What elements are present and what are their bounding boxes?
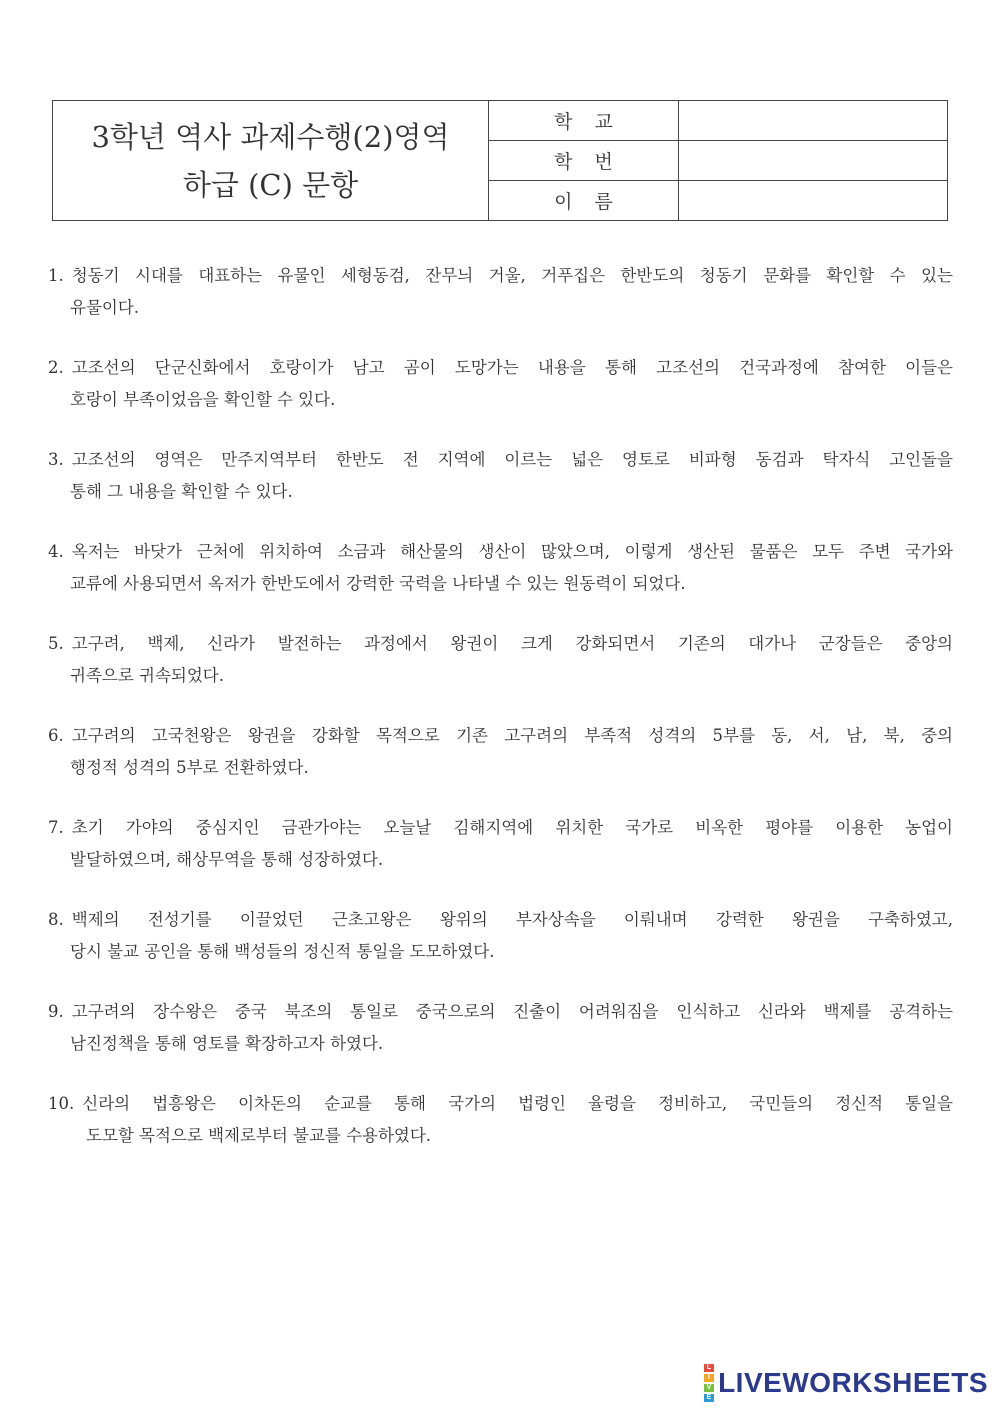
question-text-continued: 교류에 사용되면서 옥저가 한반도에서 강력한 국력을 나타낼 수 있는 원동력이 되었다. — [70, 574, 686, 593]
question-text-continued: 발달하였으며, 해상무역을 통해 성장하였다. — [70, 850, 384, 869]
question-text: 고조선의 단군신화에서 호랑이가 남고 곰이 도망가는 내용을 통해 고조선의 건국과정에 참여한 이들은 — [71, 358, 953, 377]
question-item — [48, 1088, 953, 1152]
question-text-continued: 도모할 목적으로 백제로부터 불교를 수용하였다. — [86, 1126, 432, 1145]
worksheet-title — [53, 101, 489, 220]
question-number: 4. — [48, 542, 64, 561]
question-text: 신라의 법흥왕은 이차돈의 순교를 통해 국가의 법령인 율령을 정비하고, 국민들의 정신적 통일을 — [82, 1094, 953, 1113]
question-text: 고조선의 영역은 만주지역부터 한반도 전 지역에 이르는 넓은 영토로 비파형 동검과 탁자식 고인돌을 — [71, 450, 953, 469]
logo-letter: I — [704, 1374, 714, 1382]
question-item — [48, 444, 953, 508]
question-text-continued: 통해 그 내용을 확인할 수 있다. — [70, 482, 293, 501]
name-label: 이름 — [489, 181, 679, 220]
school-label: 학교 — [489, 101, 679, 140]
name-row — [489, 181, 947, 220]
question-number: 5. — [48, 634, 64, 653]
student-number-row — [489, 141, 947, 181]
question-item — [48, 536, 953, 600]
question-text: 초기 가야의 중심지인 금관가야는 오늘날 김해지역에 위치한 국가로 비옥한 평야를 이용한 농업이 — [71, 818, 953, 837]
question-number: 1. — [48, 266, 64, 285]
question-item — [48, 628, 953, 692]
question-number: 3. — [48, 450, 64, 469]
logo-letter: E — [704, 1394, 714, 1402]
question-list — [48, 260, 953, 1180]
question-text: 고구려의 고국천왕은 왕권을 강화할 목적으로 기존 고구려의 부족적 성격의 5부를 동, 서, 남, 북, 중의 — [71, 726, 953, 745]
question-item — [48, 260, 953, 324]
school-field[interactable] — [679, 101, 947, 140]
question-number: 2. — [48, 358, 64, 377]
question-item — [48, 720, 953, 784]
question-text-continued: 유물이다. — [70, 298, 140, 317]
question-text: 옥저는 바닷가 근처에 위치하여 소금과 해산물의 생산이 많았으며, 이렇게 생산된 물품은 모두 주변 국가와 — [71, 542, 953, 561]
name-field[interactable] — [679, 181, 947, 220]
question-text-continued: 남진정책을 통해 영토를 확장하고자 하였다. — [70, 1034, 384, 1053]
question-text: 고구려의 장수왕은 중국 북조의 통일로 중국으로의 진출이 어려워짐을 인식하고 신라와 백제를 공격하는 — [71, 1002, 953, 1021]
question-number: 9. — [48, 1002, 64, 1021]
title-line-1: 3학년 역사 과제수행(2)영역 — [91, 119, 450, 154]
question-item — [48, 904, 953, 968]
liveworksheets-logo — [704, 1363, 988, 1403]
question-number: 8. — [48, 910, 64, 929]
question-item — [48, 812, 953, 876]
title-line-2: 하급 (C) 문항 — [182, 167, 359, 202]
logo-letter: L — [704, 1364, 714, 1372]
header-box — [52, 100, 948, 221]
live-logo-icon — [704, 1363, 714, 1403]
question-item — [48, 996, 953, 1060]
question-text: 백제의 전성기를 이끌었던 근초고왕은 왕위의 부자상속을 이뤄내며 강력한 왕권을 구축하였고, — [71, 910, 953, 929]
student-number-label: 학번 — [489, 141, 679, 180]
school-row — [489, 101, 947, 141]
logo-letter: V — [704, 1384, 714, 1392]
logo-text: LIVEWORKSHEETS — [718, 1367, 988, 1398]
question-text-continued: 호랑이 부족이었음을 확인할 수 있다. — [70, 390, 336, 409]
question-text-continued: 행정적 성격의 5부로 전환하였다. — [70, 758, 309, 777]
question-text: 고구려, 백제, 신라가 발전하는 과정에서 왕권이 크게 강화되면서 기존의 대가나 군장들은 중앙의 — [71, 634, 953, 653]
question-text-continued: 귀족으로 귀속되었다. — [70, 666, 224, 685]
student-info-table — [489, 101, 947, 220]
question-item — [48, 352, 953, 416]
question-number: 7. — [48, 818, 64, 837]
question-number: 6. — [48, 726, 64, 745]
question-number: 10. — [48, 1094, 75, 1113]
question-text: 청동기 시대를 대표하는 유물인 세형동검, 잔무늬 거울, 거푸집은 한반도의 청동기 문화를 확인할 수 있는 — [71, 266, 953, 285]
question-text-continued: 당시 불교 공인을 통해 백성들의 정신적 통일을 도모하였다. — [70, 942, 495, 961]
student-number-field[interactable] — [679, 141, 947, 180]
